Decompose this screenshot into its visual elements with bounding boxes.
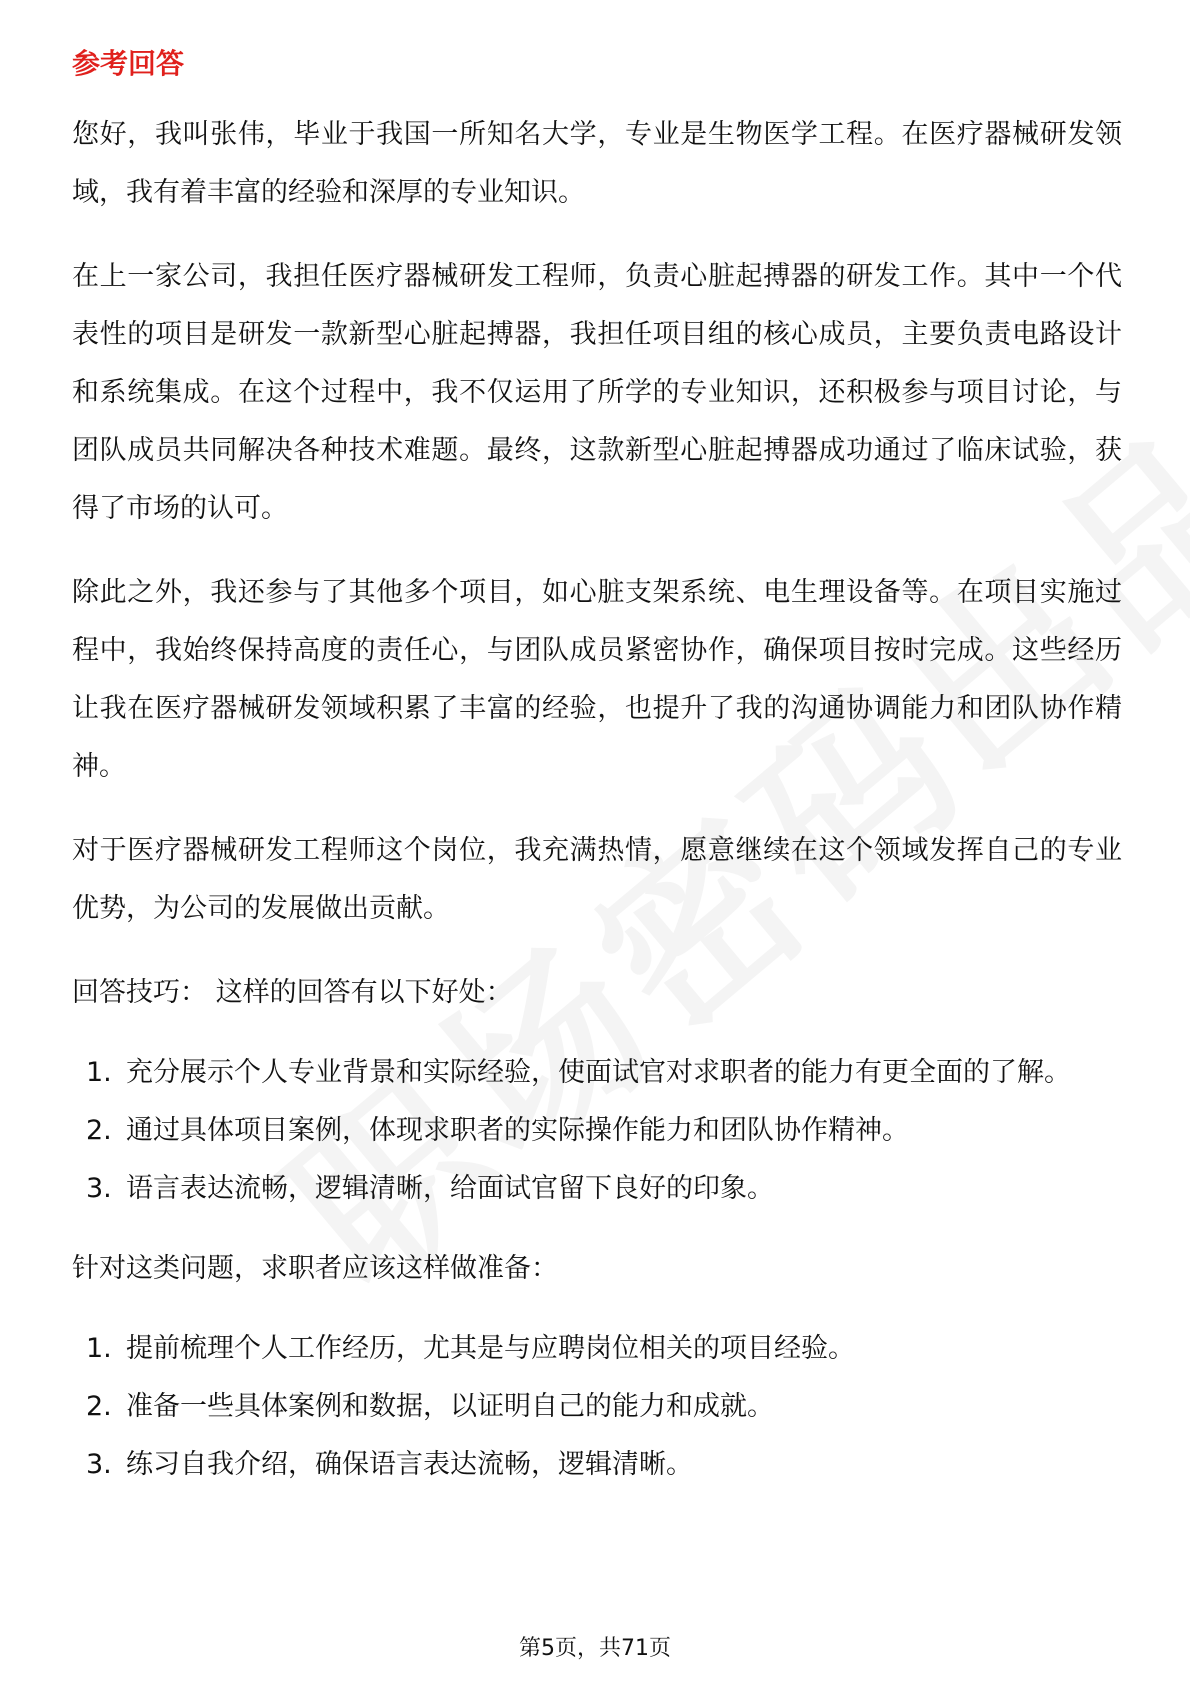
list-number: 3. bbox=[86, 1449, 112, 1480]
list-item bbox=[72, 1436, 1122, 1494]
list-number: 3. bbox=[86, 1173, 112, 1204]
list-text: 语言表达流畅，逻辑清晰，给面试官留下良好的印象。 bbox=[126, 1173, 774, 1204]
answer-paragraph-experience: 在上一家公司，我担任医疗器械研发工程师，负责心脏起搏器的研发工作。其中一个代表性的项目是研发一款新型心脏起搏器，我担任项目组的核心成员，主要负责电路设计和系统集成。在这个过程中，我不仅运用了所学的专业知识，还积极参与项目讨论，与团队成员共同解决各种技术难题。最终，这款新型心脏起搏器成功通过了临床试验，获得了市场的认可。 bbox=[72, 261, 1122, 524]
prep-list bbox=[72, 1320, 1122, 1494]
section-heading: 参考回答 bbox=[72, 47, 185, 80]
page-content bbox=[72, 44, 1122, 1516]
answer-paragraph-closing: 对于医疗器械研发工程师这个岗位，我充满热情，愿意继续在这个领域发挥自己的专业优势，为公司的发展做出贡献。 bbox=[72, 835, 1122, 924]
list-text: 提前梳理个人工作经历，尤其是与应聘岗位相关的项目经验。 bbox=[126, 1333, 855, 1364]
page-number-footer: 第5页，共71页 bbox=[519, 1636, 671, 1661]
list-number: 1. bbox=[86, 1333, 112, 1364]
list-number: 2. bbox=[86, 1115, 112, 1146]
list-item bbox=[72, 1320, 1122, 1378]
answer-paragraph-other-projects: 除此之外，我还参与了其他多个项目，如心脏支架系统、电生理设备等。在项目实施过程中，我始终保持高度的责任心，与团队成员紧密协作，确保项目按时完成。这些经历让我在医疗器械研发领域积累了丰富的经验，也提升了我的沟通协调能力和团队协作精神。 bbox=[72, 577, 1122, 782]
list-item bbox=[72, 1378, 1122, 1436]
tips-intro: 回答技巧： 这样的回答有以下好处： bbox=[72, 977, 513, 1008]
list-number: 2. bbox=[86, 1391, 112, 1422]
tips-list bbox=[72, 1044, 1122, 1218]
list-text: 通过具体项目案例，体现求职者的实际操作能力和团队协作精神。 bbox=[126, 1115, 909, 1146]
list-item bbox=[72, 1160, 1122, 1218]
prep-intro: 针对这类问题，求职者应该这样做准备： bbox=[72, 1253, 558, 1284]
list-text: 准备一些具体案例和数据，以证明自己的能力和成就。 bbox=[126, 1391, 774, 1422]
list-text: 充分展示个人专业背景和实际经验，使面试官对求职者的能力有更全面的了解。 bbox=[126, 1057, 1071, 1088]
list-item bbox=[72, 1044, 1122, 1102]
list-text: 练习自我介绍，确保语言表达流畅，逻辑清晰。 bbox=[126, 1449, 693, 1480]
list-item bbox=[72, 1102, 1122, 1160]
answer-paragraph-intro: 您好，我叫张伟，毕业于我国一所知名大学，专业是生物医学工程。在医疗器械研发领域，我有着丰富的经验和深厚的专业知识。 bbox=[72, 119, 1122, 208]
list-number: 1. bbox=[86, 1057, 112, 1088]
